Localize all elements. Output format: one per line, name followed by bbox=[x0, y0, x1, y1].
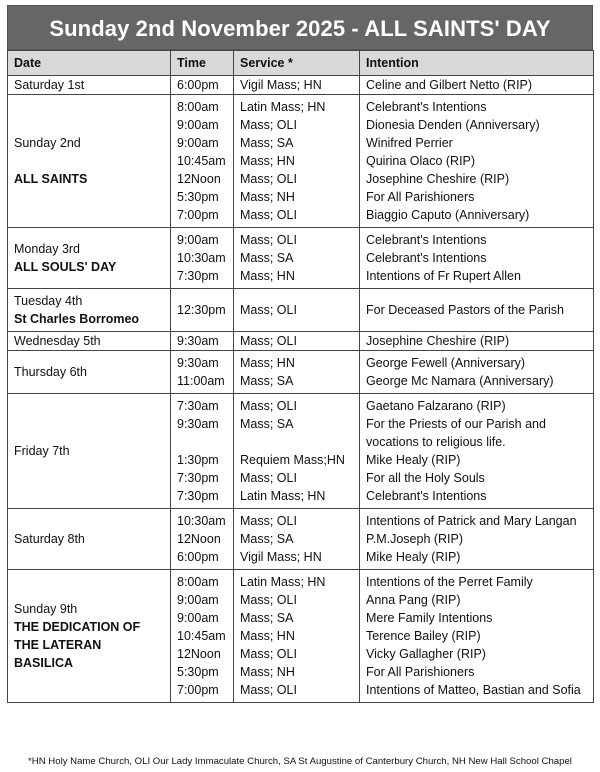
intention-cell-line: P.M.Joseph (RIP) bbox=[366, 532, 464, 546]
service-cell-line: Mass; SA bbox=[240, 417, 294, 431]
footnote: *HN Holy Name Church, OLI Our Lady Immaculate Church, SA St Augustine of Canterbury Church, NH New Hall School Chapel bbox=[28, 756, 572, 767]
time-cell bbox=[171, 76, 234, 95]
time-cell-line: 5:30pm bbox=[177, 665, 219, 679]
intention-cell-line: For All Parishioners bbox=[366, 665, 475, 679]
time-cell-line: 9:30am bbox=[177, 334, 219, 348]
intention-cell bbox=[360, 509, 594, 570]
intention-cell bbox=[360, 228, 594, 289]
date-cell-line: ALL SOULS' DAY bbox=[14, 260, 117, 274]
page-title: Sunday 2nd November 2025 - ALL SAINTS' DAY bbox=[7, 5, 593, 50]
time-cell-line: 1:30pm bbox=[177, 453, 219, 467]
time-cell-line: 9:30am bbox=[177, 417, 219, 431]
service-cell-line: Latin Mass; HN bbox=[240, 489, 326, 503]
intention-cell bbox=[360, 570, 594, 703]
service-cell-line: Mass; NH bbox=[240, 665, 295, 679]
column-header-date: Date bbox=[8, 51, 171, 76]
schedule-body bbox=[8, 76, 594, 703]
column-header-intention: Intention bbox=[360, 51, 594, 76]
table-row bbox=[8, 351, 594, 394]
service-cell bbox=[234, 228, 360, 289]
service-cell-line: Mass; OLI bbox=[240, 172, 297, 186]
date-cell bbox=[8, 95, 171, 228]
date-cell-line: Wednesday 5th bbox=[14, 334, 101, 348]
date-cell bbox=[8, 351, 171, 394]
time-cell bbox=[171, 332, 234, 351]
date-cell-line: St Charles Borromeo bbox=[14, 312, 140, 326]
time-cell-line: 11:00am bbox=[177, 374, 225, 388]
time-cell bbox=[171, 351, 234, 394]
intention-cell-line: George Fewell (Anniversary) bbox=[366, 356, 526, 370]
service-cell-line: Mass; OLI bbox=[240, 233, 297, 247]
intention-cell-line: Celebrant's Intentions bbox=[366, 100, 487, 114]
time-cell-line: 12Noon bbox=[177, 647, 221, 661]
date-cell-line: Sunday 2nd bbox=[14, 136, 81, 150]
time-cell-line: 7:30pm bbox=[177, 489, 219, 503]
time-cell-line: 7:00pm bbox=[177, 208, 219, 222]
intention-cell-line: Josephine Cheshire (RIP) bbox=[366, 334, 510, 348]
service-cell bbox=[234, 95, 360, 228]
column-header-service: Service * bbox=[234, 51, 360, 76]
service-cell-line: Mass; OLI bbox=[240, 118, 297, 132]
service-cell-line: Mass; HN bbox=[240, 269, 295, 283]
date-cell-line: THE LATERAN bbox=[14, 638, 102, 652]
intention-cell-line: Celebrant's Intentions bbox=[366, 233, 487, 247]
time-cell bbox=[171, 394, 234, 509]
service-cell bbox=[234, 351, 360, 394]
service-cell-line: Mass; OLI bbox=[240, 334, 297, 348]
service-cell-line: Mass; HN bbox=[240, 356, 295, 370]
intention-cell-line: Vicky Gallagher (RIP) bbox=[366, 647, 486, 661]
intention-cell-line: For all the Holy Souls bbox=[366, 471, 485, 485]
date-cell-line: Saturday 1st bbox=[14, 78, 85, 92]
mass-schedule bbox=[7, 5, 593, 703]
service-cell-line: Mass; OLI bbox=[240, 647, 297, 661]
intention-cell-line: Celine and Gilbert Netto (RIP) bbox=[366, 78, 533, 92]
intention-cell-line: Josephine Cheshire (RIP) bbox=[366, 172, 510, 186]
table-row bbox=[8, 570, 594, 703]
time-cell-line: 6:00pm bbox=[177, 550, 219, 564]
schedule-table bbox=[7, 50, 594, 703]
intention-cell bbox=[360, 351, 594, 394]
intention-cell-line: Intentions of Fr Rupert Allen bbox=[366, 269, 521, 283]
intention-cell bbox=[360, 332, 594, 351]
intention-cell-line: For Deceased Pastors of the Parish bbox=[366, 303, 565, 317]
time-cell-line: 7:30pm bbox=[177, 269, 219, 283]
time-cell bbox=[171, 570, 234, 703]
date-cell bbox=[8, 76, 171, 95]
time-cell-line: 9:30am bbox=[177, 356, 219, 370]
service-cell-line: Mass; SA bbox=[240, 136, 294, 150]
table-row bbox=[8, 332, 594, 351]
service-cell bbox=[234, 509, 360, 570]
time-cell-line: 8:00am bbox=[177, 575, 219, 589]
date-cell bbox=[8, 509, 171, 570]
service-cell bbox=[234, 570, 360, 703]
service-cell-line: Mass; SA bbox=[240, 532, 294, 546]
date-cell-line: Sunday 9th bbox=[14, 602, 78, 616]
date-cell-line: Thursday 6th bbox=[14, 365, 87, 379]
time-cell-line: 9:00am bbox=[177, 611, 219, 625]
intention-cell bbox=[360, 394, 594, 509]
date-cell bbox=[8, 289, 171, 332]
service-cell-line: Mass; SA bbox=[240, 374, 294, 388]
service-cell bbox=[234, 76, 360, 95]
service-cell-line: Mass; OLI bbox=[240, 593, 297, 607]
intention-cell-line: Mike Healy (RIP) bbox=[366, 550, 461, 564]
time-cell bbox=[171, 289, 234, 332]
time-cell-line: 10:30am bbox=[177, 251, 226, 265]
service-cell-line: Mass; OLI bbox=[240, 303, 297, 317]
table-row bbox=[8, 509, 594, 570]
service-cell-line: Vigil Mass; HN bbox=[240, 78, 322, 92]
time-cell-line: 7:30am bbox=[177, 399, 219, 413]
time-cell bbox=[171, 95, 234, 228]
intention-cell-line: For All Parishioners bbox=[366, 190, 475, 204]
service-cell-line: Mass; HN bbox=[240, 629, 295, 643]
date-cell bbox=[8, 332, 171, 351]
table-row bbox=[8, 289, 594, 332]
intention-cell-line: George Mc Namara (Anniversary) bbox=[366, 374, 554, 388]
intention-cell-line: Intentions of Patrick and Mary Langan bbox=[366, 514, 577, 528]
table-row bbox=[8, 76, 594, 95]
intention-cell-line: Quirina Olaco (RIP) bbox=[366, 154, 476, 168]
column-header-time: Time bbox=[171, 51, 234, 76]
intention-cell bbox=[360, 95, 594, 228]
time-cell-line: 9:00am bbox=[177, 118, 219, 132]
intention-cell bbox=[360, 76, 594, 95]
service-cell bbox=[234, 289, 360, 332]
service-cell-line bbox=[240, 433, 353, 451]
service-cell-line: Mass; OLI bbox=[240, 514, 297, 528]
time-cell-line: 6:00pm bbox=[177, 78, 219, 92]
time-cell bbox=[171, 228, 234, 289]
intention-cell-line: Mere Family Intentions bbox=[366, 611, 493, 625]
time-cell-line: 9:00am bbox=[177, 593, 219, 607]
time-cell-line: 9:00am bbox=[177, 136, 219, 150]
intention-cell bbox=[360, 289, 594, 332]
intention-cell-line: Celebrant's Intentions bbox=[366, 251, 487, 265]
time-cell-line: 10:45am bbox=[177, 154, 226, 168]
time-cell-line: 10:30am bbox=[177, 514, 226, 528]
intention-cell-line: Terence Bailey (RIP) bbox=[366, 629, 481, 643]
date-cell-line: Saturday 8th bbox=[14, 532, 85, 546]
date-cell-line: BASILICA bbox=[14, 656, 74, 670]
time-cell-line: 12:30pm bbox=[177, 303, 226, 317]
date-cell-line: THE DEDICATION OF bbox=[14, 620, 141, 634]
service-cell-line: Mass; NH bbox=[240, 190, 295, 204]
time-cell-line: 5:30pm bbox=[177, 190, 219, 204]
intention-cell-line: Dionesia Denden (Anniversary) bbox=[366, 118, 540, 132]
service-cell-line: Vigil Mass; HN bbox=[240, 550, 322, 564]
intention-cell-line: Intentions of Matteo, Bastian and Sofia bbox=[366, 683, 581, 697]
service-cell-line: Mass; SA bbox=[240, 251, 294, 265]
time-cell-line: 7:00pm bbox=[177, 683, 219, 697]
intention-cell-line: Biaggio Caputo (Anniversary) bbox=[366, 208, 530, 222]
intention-cell-line: For the Priests of our Parish and bbox=[366, 417, 546, 431]
time-cell-line: 7:30pm bbox=[177, 471, 219, 485]
intention-cell-line: vocations to religious life. bbox=[366, 435, 506, 449]
intention-cell-line: Intentions of the Perret Family bbox=[366, 575, 533, 589]
date-cell bbox=[8, 570, 171, 703]
service-cell-line: Mass; SA bbox=[240, 611, 294, 625]
time-cell-line: 12Noon bbox=[177, 172, 221, 186]
service-cell-line: Latin Mass; HN bbox=[240, 100, 326, 114]
date-cell bbox=[8, 394, 171, 509]
date-cell-line bbox=[14, 152, 164, 170]
time-cell-line: 10:45am bbox=[177, 629, 226, 643]
service-cell bbox=[234, 332, 360, 351]
service-cell-line: Mass; OLI bbox=[240, 208, 297, 222]
intention-cell-line: Mike Healy (RIP) bbox=[366, 453, 461, 467]
date-cell-line: ALL SAINTS bbox=[14, 172, 88, 186]
table-row bbox=[8, 228, 594, 289]
date-cell-line: Monday 3rd bbox=[14, 242, 81, 256]
time-cell-line bbox=[177, 433, 227, 451]
time-cell-line: 8:00am bbox=[177, 100, 219, 114]
service-cell-line: Mass; OLI bbox=[240, 399, 297, 413]
intention-cell-line: Gaetano Falzarano (RIP) bbox=[366, 399, 506, 413]
time-cell-line: 9:00am bbox=[177, 233, 219, 247]
table-row bbox=[8, 394, 594, 509]
time-cell bbox=[171, 509, 234, 570]
intention-cell-line: Celebrant's Intentions bbox=[366, 489, 487, 503]
intention-cell-line: Anna Pang (RIP) bbox=[366, 593, 461, 607]
intention-cell-line: Winifred Perrier bbox=[366, 136, 453, 150]
date-cell bbox=[8, 228, 171, 289]
service-cell-line: Requiem Mass;HN bbox=[240, 453, 345, 467]
time-cell-line: 12Noon bbox=[177, 532, 221, 546]
service-cell-line: Latin Mass; HN bbox=[240, 575, 326, 589]
service-cell-line: Mass; OLI bbox=[240, 471, 297, 485]
date-cell-line: Tuesday 4th bbox=[14, 294, 83, 308]
service-cell-line: Mass; OLI bbox=[240, 683, 297, 697]
service-cell bbox=[234, 394, 360, 509]
table-row bbox=[8, 95, 594, 228]
service-cell-line: Mass; HN bbox=[240, 154, 295, 168]
header-row bbox=[8, 51, 594, 76]
date-cell-line: Friday 7th bbox=[14, 444, 70, 458]
